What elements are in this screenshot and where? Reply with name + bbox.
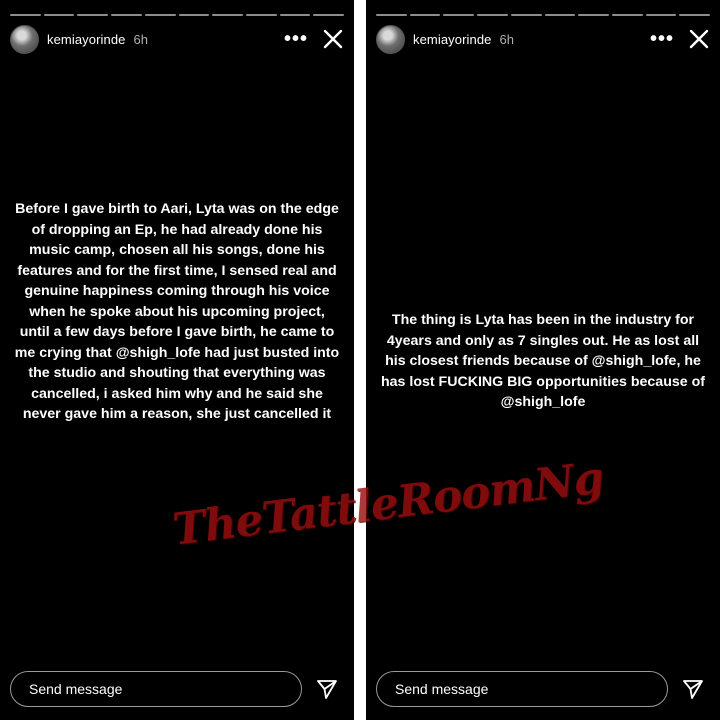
story-progress-bar bbox=[10, 14, 344, 16]
progress-segment bbox=[313, 14, 344, 16]
close-icon[interactable] bbox=[322, 28, 344, 50]
send-message-input[interactable] bbox=[10, 671, 302, 707]
avatar[interactable] bbox=[10, 25, 39, 54]
send-message-input[interactable] bbox=[376, 671, 668, 707]
progress-segment bbox=[443, 14, 474, 16]
progress-segment bbox=[511, 14, 542, 16]
close-icon[interactable] bbox=[688, 28, 710, 50]
progress-segment bbox=[77, 14, 108, 16]
progress-segment bbox=[477, 14, 508, 16]
progress-segment bbox=[578, 14, 609, 16]
story-panel-right bbox=[366, 0, 720, 720]
progress-segment bbox=[10, 14, 41, 16]
progress-segment bbox=[376, 14, 407, 16]
more-options-icon[interactable]: ••• bbox=[649, 28, 674, 50]
post-time: 6h bbox=[499, 31, 514, 47]
watermark: TheTattleRoomNg bbox=[170, 452, 606, 556]
send-icon[interactable] bbox=[682, 678, 704, 700]
story-text: Before I gave birth to Aari, Lyta was on the edge of dropping an Ep, he had already done his music camp, chosen all his songs, done his features and for the first time, I sensed real and genuine happiness coming through his voice when he spoke about his upcoming project, until a few days before I gave birth, he came to me crying that @shigh_lofe had just busted into the studio and shouting that everything was cancelled, i asked him why and he said she never gave him a reason, she just cancelled it bbox=[14, 201, 340, 422]
progress-segment bbox=[179, 14, 210, 16]
message-composer bbox=[10, 670, 344, 708]
progress-segment bbox=[612, 14, 643, 16]
story-header bbox=[376, 24, 710, 54]
more-options-icon[interactable]: ••• bbox=[283, 28, 308, 50]
progress-segment bbox=[410, 14, 441, 16]
story-text: The thing is Lyta has been in the industry for 4years and only as 7 singles out. He as lost all his closest friends because of @shigh_lofe, he has lost FUCKING BIG opportunities because of @shigh_lofe bbox=[381, 312, 705, 410]
progress-segment bbox=[111, 14, 142, 16]
post-time: 6h bbox=[133, 31, 148, 47]
avatar[interactable] bbox=[376, 25, 405, 54]
story-progress-bar bbox=[376, 14, 710, 16]
username[interactable]: kemiayorinde bbox=[413, 31, 492, 47]
progress-segment bbox=[145, 14, 176, 16]
progress-segment bbox=[646, 14, 677, 16]
username[interactable]: kemiayorinde bbox=[47, 31, 126, 47]
progress-segment bbox=[545, 14, 576, 16]
story-panel-left bbox=[0, 0, 354, 720]
send-icon[interactable] bbox=[316, 678, 338, 700]
progress-segment bbox=[212, 14, 243, 16]
message-composer bbox=[376, 670, 710, 708]
progress-segment bbox=[246, 14, 277, 16]
progress-segment bbox=[280, 14, 311, 16]
progress-segment bbox=[44, 14, 75, 16]
story-header bbox=[10, 24, 344, 54]
progress-segment bbox=[679, 14, 710, 16]
